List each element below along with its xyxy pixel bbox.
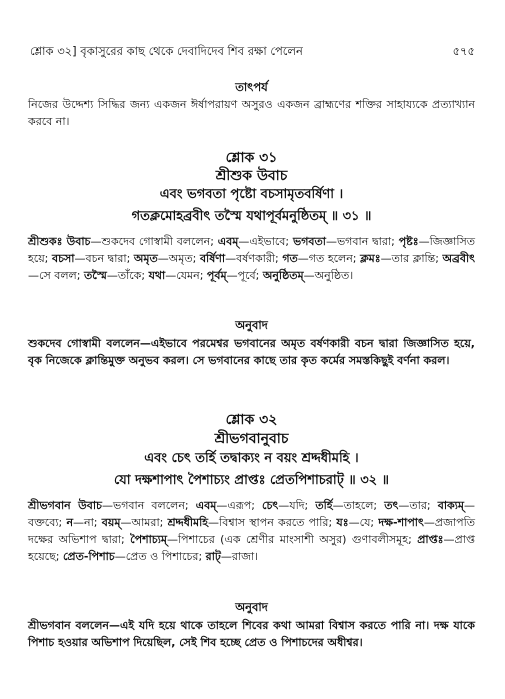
page-number: ৫৭৫	[452, 44, 475, 58]
synonym-word: গত	[282, 252, 298, 265]
verse-31-translation-heading: অনুবাদ	[235, 318, 268, 332]
synonym-word: প্রেত-পিশাচ	[62, 550, 115, 563]
synonym-word: চেৎ	[262, 499, 279, 512]
synonym-meaning: —প্রজাপতি দক্ষের অভিশাপ দ্বারা;	[28, 516, 475, 546]
purport-text: নিজের উদ্দেশ্য সিদ্ধির জন্য একজন ঈর্ষাপরায়ণ অসুরও একজন ব্রাহ্মণের শক্তির সাহায্যকে প্রত্যাখ্যান করবে না।	[28, 98, 475, 128]
synonym-meaning: —না;	[73, 516, 102, 529]
synonym-word: বর্ষিণা	[199, 252, 226, 265]
synonym-meaning: —প্রেত ও পিশাচের;	[114, 550, 206, 563]
running-title: শ্লোক ৩২] বৃকাসুরের কাছ থেকে দেবাদিদেব শিব রক্ষা পেলেন	[30, 44, 303, 58]
synonym-meaning: —ভগবান বললেন;	[102, 499, 196, 512]
verse-32-line-2: যো দক্ষশাপাৎ পৈশাচ্যং প্রাপ্তঃ প্রেতপিশাচরাট্ ॥ ৩২ ॥	[114, 473, 389, 488]
synonym-word: ভগবতা	[293, 235, 326, 248]
verse-32-translation-heading: অনুবাদ	[235, 600, 268, 614]
synonym-word: পূর্বম্	[206, 269, 227, 282]
synonym-meaning: —বর্ষণকারী;	[225, 252, 283, 265]
synonym-meaning: —এরূপ;	[216, 499, 263, 512]
synonym-word: অব্রবীৎ	[442, 252, 476, 265]
synonym-word: পৃষ্টঃ	[398, 235, 419, 248]
synonym-meaning: —এইভাবে;	[238, 235, 293, 248]
synonym-meaning: —তাঁকে;	[106, 269, 149, 282]
synonym-meaning: —যে;	[348, 516, 379, 529]
synonym-word: ন	[66, 516, 74, 529]
synonym-word: তস্মৈ	[83, 269, 107, 282]
synonym-meaning: —জিজ্ঞাসিত হয়ে;	[28, 235, 475, 265]
synonym-meaning: —অমৃত;	[157, 252, 200, 265]
synonym-word: তর্হি	[315, 499, 333, 512]
synonym-word: এবম্	[217, 235, 239, 248]
verse-32-translation: শ্রীভগবান বললেন—এই যদি হয়ে থাকে তাহলে শিবের কথা আমরা বিশ্বাস করতে পারি না। দক্ষ যাকে পিশাচ হওয়ার অভিশাপ দিয়েছিল, সেই শিব হচ্ছে প্রেত ও পিশাচদের অধীশ্বর।	[28, 619, 475, 649]
synonym-word: যথা	[148, 269, 166, 282]
verse-31-line-2: গতক্লমোহব্রবীৎ তস্মৈ যথাপূর্বমনুষ্ঠিতম্ ॥ ৩১ ॥	[131, 209, 372, 224]
verse-31-heading: শ্লোক ৩১	[225, 150, 278, 166]
synonym-meaning: —রাজা।	[220, 550, 259, 563]
synonym-meaning: —সে বলল;	[28, 269, 84, 282]
synonym-meaning: —পিশাচের (এক শ্রেণীর মাংসাশী অসুর) গুণাবলীসমূহ;	[167, 533, 418, 546]
synonym-word: শ্রীভগবান উবাচ	[28, 499, 102, 512]
synonym-word: অমৃত	[133, 252, 158, 265]
verse-31-synonyms	[28, 233, 475, 284]
synonym-word: বচসা	[51, 252, 75, 265]
synonym-meaning: —বচন দ্বারা;	[74, 252, 134, 265]
synonym-meaning: —যদি;	[278, 499, 316, 512]
synonym-meaning: —ভগবান দ্বারা;	[325, 235, 399, 248]
synonym-meaning: —আমরা;	[120, 516, 168, 529]
synonym-meaning: —তাহলে;	[332, 499, 385, 512]
synonym-word: শ্রীশুকঃ উবাচ	[28, 235, 91, 248]
verse-32-synonyms	[28, 497, 475, 565]
synonym-word: রাট্	[205, 550, 221, 563]
synonym-meaning: —প্রাপ্ত হয়েছে;	[28, 533, 475, 563]
synonym-word: অনুষ্ঠিতম্	[262, 269, 304, 282]
synonym-word: প্রাপ্তঃ	[417, 533, 444, 546]
synonym-word: বয়ম্	[101, 516, 121, 529]
verse-31-translation: শুকদেব গোস্বামী বললেন—এইভাবে পরমেশ্বর ভগবানের অমৃত বর্ষণকারী বচন দ্বারা জিজ্ঞাসিত হয়ে, বৃক নিজেকে ক্লান্তিমুক্ত অনুভব করল। সে ভগবানের কাছে তার কৃত কর্মের সমস্তকিছুই বর্ণনা করল।	[28, 337, 475, 367]
synonym-meaning: —অনুষ্ঠিত।	[303, 269, 354, 282]
synonym-meaning: —বক্তব্যে;	[28, 499, 476, 529]
synonym-word: শ্রদ্দধীমহি	[167, 516, 209, 529]
synonym-meaning: —শুকদেব গোস্বামী বললেন;	[90, 235, 218, 248]
verse-32-line-1: এবং চেৎ তর্হি তদ্বাক্যং ন বয়ং শ্রদ্দধীমহি ।	[144, 451, 359, 466]
synonym-word: দক্ষ-শাপাৎ	[378, 516, 424, 529]
synonym-meaning: —যেমন;	[165, 269, 207, 282]
synonym-word: ক্লমঃ	[360, 252, 381, 265]
verse-32-heading: শ্লোক ৩২	[225, 412, 278, 428]
synonym-word: এবম্	[195, 499, 217, 512]
synonym-meaning: —পূর্বে;	[226, 269, 263, 282]
synonym-word: বাক্যম্	[437, 499, 465, 512]
synonym-meaning: —বিশ্বাস স্থাপন করতে পারি;	[208, 516, 337, 529]
synonym-meaning: —তার ক্লান্তি;	[380, 252, 443, 265]
running-header	[30, 44, 475, 58]
verse-31-speaker: শ্রীশুক উবাচ	[215, 168, 288, 184]
synonym-word: পৈশাচ্যম্	[130, 533, 168, 546]
synonym-meaning: —তার;	[398, 499, 438, 512]
purport-heading: তাৎপর্য	[235, 80, 268, 94]
synonym-meaning: —গত হলেন;	[297, 252, 361, 265]
synonym-word: তৎ	[384, 499, 399, 512]
verse-32-speaker: শ্রীভগবানুবাচ	[214, 431, 289, 447]
synonym-word: যঃ	[336, 516, 349, 529]
verse-31-line-1: এবং ভগবতা পৃষ্টো বচসামৃতবর্ষিণা ।	[159, 187, 344, 202]
